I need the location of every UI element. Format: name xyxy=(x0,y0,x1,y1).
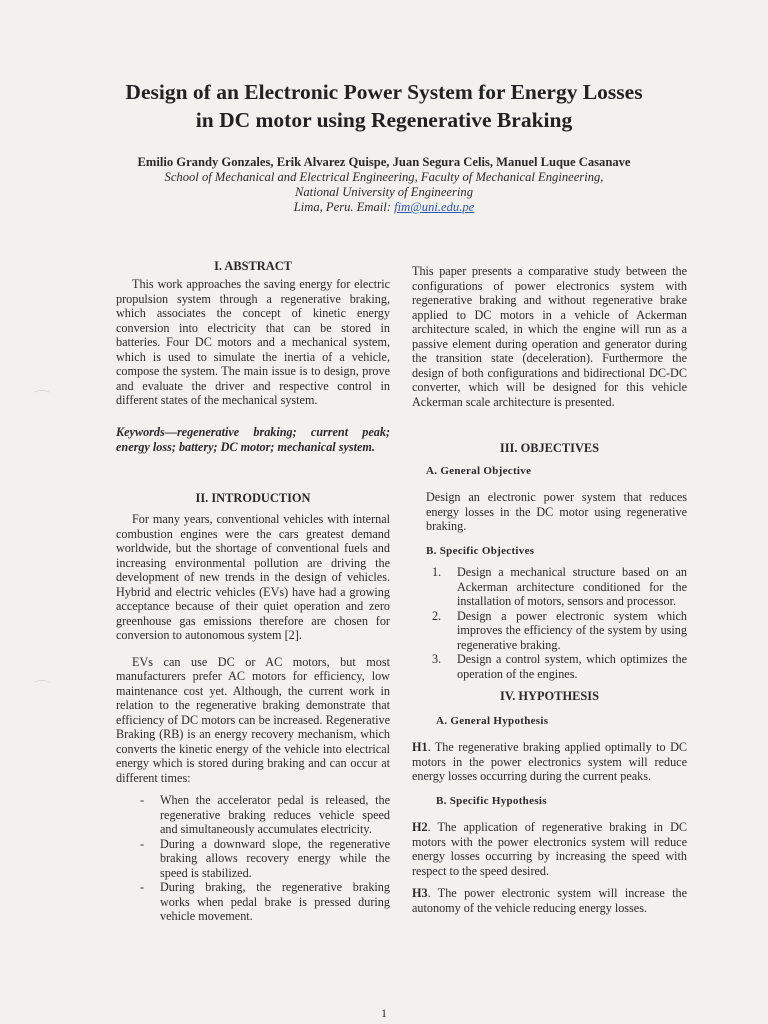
list-item xyxy=(140,837,390,881)
introduction-heading: II. INTRODUCTION xyxy=(195,491,311,505)
scan-mark xyxy=(34,680,50,687)
affiliation-line-1: School of Mechanical and Electrical Engineering, Faculty of Mechanical Engineering, xyxy=(164,170,604,184)
abstract-continuation: This paper presents a comparative study between the configurations of power electronics system with regenerative braking and without regenerative brake applied to DC motors in a vehicle of Ackerman architecture scaled, in which the engine will run as a passive element during operation and generator during the transition state (deceleration). Furthermore the design of both configurations and bidirectional DC-DC converter, which will be designed for this vehicle Ackerman scale architecture is presented. xyxy=(412,264,687,409)
dash-marker: - xyxy=(140,836,145,851)
list-item-text: Design a mechanical structure based on an Ackerman architecture conditioned for the installation of motors, sensors and processor. xyxy=(457,565,687,608)
h3-label: H3 xyxy=(412,886,428,900)
list-item-text: When the accelerator pedal is released, the regenerative braking reduces vehicle speed and simultaneously accumulates electricity. xyxy=(160,793,390,836)
list-item-text: Design a power electronic system which improves the efficiency of the system by using regenerative braking. xyxy=(457,608,687,652)
specific-hypothesis-heading: B. Specific Hypothesis xyxy=(436,795,547,807)
list-item xyxy=(432,565,687,609)
braking-cases-list xyxy=(140,793,390,924)
general-objective-heading: A. General Objective xyxy=(426,465,532,477)
h2-label: H2 xyxy=(412,820,428,834)
dash-marker: - xyxy=(140,880,145,894)
introduction-body xyxy=(116,512,390,785)
list-item-text: During braking, the regenerative braking works when pedal brake is pressed during vehicle movement. xyxy=(160,880,390,923)
author-list: Emilio Grandy Gonzales, Erik Alvarez Quispe, Juan Segura Celis, Manuel Luque Casanave xyxy=(137,155,631,169)
h2-text: . The application of regenerative braking in DC motors with the power electronics system will reduce energy losses occurring by increasing the speed with respect to the speed desired. xyxy=(412,820,687,878)
h1-label: H1 xyxy=(412,740,428,754)
item-number: 2. xyxy=(432,608,442,623)
paper-title xyxy=(60,78,708,134)
item-number: 1. xyxy=(432,565,442,579)
h1-paragraph xyxy=(412,740,687,784)
hypothesis-heading: IV. HYPOTHESIS xyxy=(500,689,599,703)
dash-marker: - xyxy=(140,793,145,807)
list-item xyxy=(140,793,390,837)
specific-objectives-list xyxy=(432,565,687,681)
keywords: Keywords—regenerative braking; current peak; energy loss; battery; DC motor; mechanical system. xyxy=(116,425,390,454)
email-link[interactable]: fim@uni.edu.pe xyxy=(394,200,475,214)
title-line-2: in DC motor using Regenerative Braking xyxy=(195,108,573,132)
h3-text: . The power electronic system will increase the autonomy of the vehicle reducing energy losses. xyxy=(412,886,687,915)
h2-paragraph xyxy=(412,820,687,878)
introduction-paragraph-1: For many years, conventional vehicles with internal combustion engines were the cars greatest demand worldwide, but the shortage of conventional fuels and increasing environmental pollution are driving the development of new trends in the design of vehicles. Hybrid and electric vehicles (EVs) have had a growing acceptance because of their quiet operation and zero greenhouse gas emissions therefore are chosen for conversion to autonomous system [2]. xyxy=(116,512,390,642)
h1-text: . The regenerative braking applied optimally to DC motors in the power electronics system will reduce energy losses occurring during the current peaks. xyxy=(412,740,687,783)
general-objective-text: Design an electronic power system that reduces energy losses in the DC motor using regenerative braking. xyxy=(426,490,687,533)
scan-mark xyxy=(34,390,50,397)
specific-objectives-heading: B. Specific Objectives xyxy=(426,545,535,557)
general-hypothesis-heading: A. General Hypothesis xyxy=(436,715,549,727)
abstract-heading: I. ABSTRACT xyxy=(214,259,292,273)
item-number: 3. xyxy=(432,652,442,666)
abstract-text: This work approaches the saving energy for electric propulsion system through a regenerative braking, which associates the concept of kinetic energy conversion into electricity that can be stored in batteries. Four DC motors and a mechanical system, which is used to simulate the inertia of a vehicle, compose the system. The main issue is to design, prove and evaluate the driver and respective control in different states of the mechanical system. xyxy=(116,277,390,407)
introduction-paragraph-2: EVs can use DC or AC motors, but most manufacturers prefer AC motors for efficiency, low maintenance cost yet. Although, the current work in relation to the regenerative braking demonstrate that efficiency of DC motors can be increased. Regenerative Braking (RB) is an energy recovery mechanism, which converts the kinetic energy of the vehicle into electrical energy which is stored during braking and can occur at different times: xyxy=(116,654,390,785)
list-item-text: Design a control system, which optimizes the operation of the engines. xyxy=(457,652,687,681)
page-number: 1 xyxy=(381,1006,387,1020)
list-item xyxy=(432,609,687,653)
abstract-body xyxy=(116,277,390,408)
objectives-heading: III. OBJECTIVES xyxy=(499,441,600,455)
affiliation-line-2: National University of Engineering xyxy=(294,185,474,199)
location-text: Lima, Peru. Email: xyxy=(293,200,395,214)
title-line-1: Design of an Electronic Power System for Energy Losses xyxy=(125,80,643,104)
list-item xyxy=(432,652,687,681)
h3-paragraph xyxy=(412,886,687,915)
list-item xyxy=(140,880,390,924)
list-item-text: During a downward slope, the regenerative braking allows recovery energy while the speed is stabilized. xyxy=(160,836,390,880)
affiliation-location xyxy=(60,199,708,215)
